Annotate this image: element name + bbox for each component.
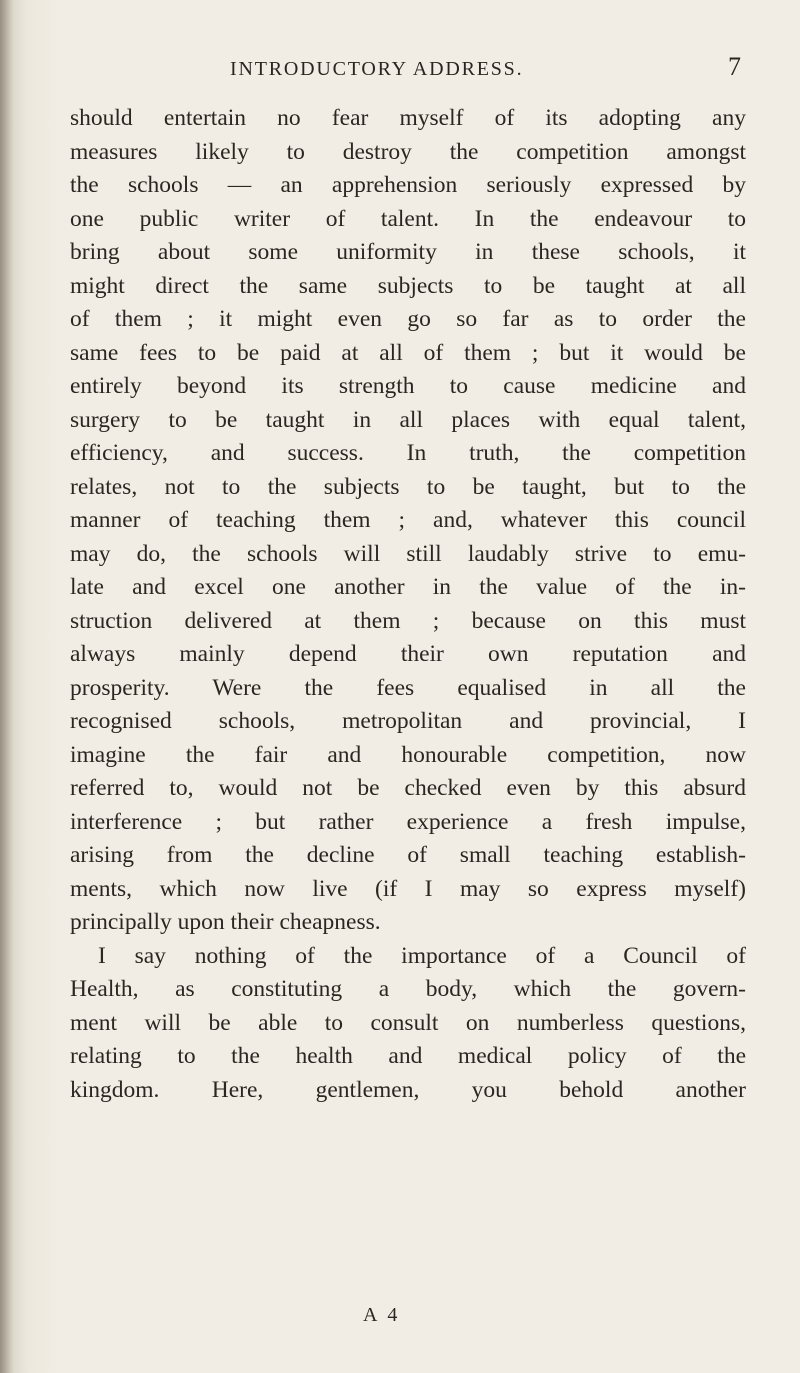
text-line: may do, the schools will still laudably strive to emu- (70, 540, 746, 567)
text-line: might direct the same subjects to be taught at all (70, 272, 746, 299)
text-line: late and excel one another in the value of the in- (70, 574, 746, 600)
text-line: relating to the health and medical policy of the (70, 1043, 746, 1069)
text-line: relates, not to the subjects to be taught, but to the (70, 473, 746, 500)
text-line: of them ; it might even go so far as to order the (70, 306, 746, 332)
text-line: ments, which now live (if I may so express myself) (70, 875, 746, 902)
text-line: measures likely to destroy the competition amongst (70, 138, 746, 165)
text-line: same fees to be paid at all of them ; but it would be (70, 339, 746, 366)
text-line: imagine the fair and honourable competition, now (70, 741, 746, 768)
text-line: Health, as constituting a body, which the govern- (70, 976, 746, 1002)
text-line: ment will be able to consult on numberless questions, (70, 1009, 746, 1036)
text-line: should entertain no fear myself of its adopting any (70, 105, 746, 131)
text-line: surgery to be taught in all places with equal talent, (70, 406, 746, 433)
page-gutter-shadow (0, 0, 14, 1373)
text-line: recognised schools, metropolitan and provincial, I (70, 708, 746, 734)
text-line: always mainly depend their own reputation and (70, 641, 746, 667)
body-text (70, 102, 746, 1107)
text-line: struction delivered at them ; because on this must (70, 607, 746, 634)
text-line: arising from the decline of small teaching establish- (70, 842, 746, 868)
text-line: prosperity. Were the fees equalised in all the (70, 674, 746, 701)
text-line: efficiency, and success. In truth, the competition (70, 440, 746, 466)
page-header (0, 52, 800, 86)
text-line: I say nothing of the importance of a Council of (98, 942, 746, 969)
running-head: INTRODUCTORY ADDRESS. (230, 58, 524, 80)
text-line: principally upon their cheapness. (70, 909, 381, 935)
text-line: manner of teaching them ; and, whatever this council (70, 507, 746, 533)
signature-mark: A 4 (363, 1304, 401, 1326)
text-line: the schools — an apprehension seriously expressed by (70, 172, 746, 198)
text-line: bring about some uniformity in these schools, it (70, 239, 746, 265)
text-line: entirely beyond its strength to cause medicine and (70, 373, 746, 399)
text-line: interference ; but rather experience a fresh impulse, (70, 808, 746, 835)
text-line: kingdom. Here, gentlemen, you behold another (70, 1076, 746, 1103)
text-line: one public writer of talent. In the endeavour to (70, 205, 746, 232)
page-number: 7 (728, 52, 741, 81)
text-line: referred to, would not be checked even by this absurd (70, 775, 746, 801)
